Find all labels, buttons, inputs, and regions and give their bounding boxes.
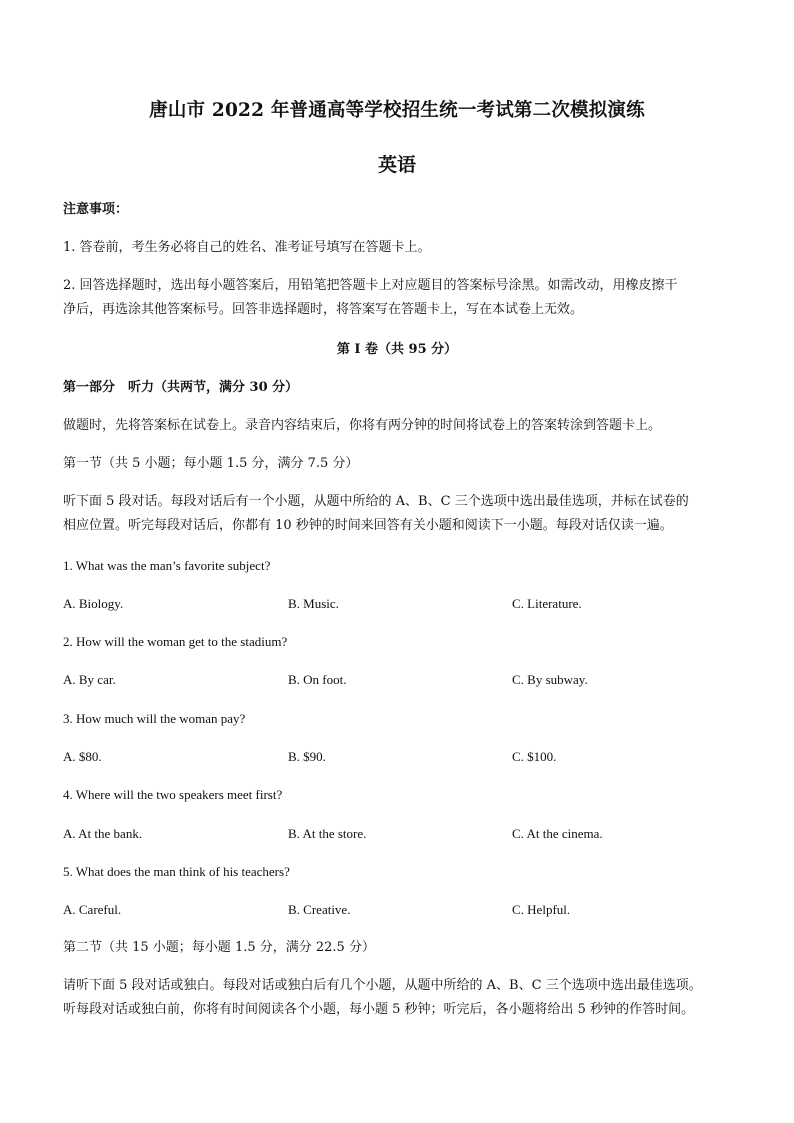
option-b: B. On foot.	[288, 672, 347, 687]
option-a: A. Biology.	[63, 596, 124, 611]
option-a: A. By car.	[63, 672, 116, 687]
part1-instruction: 做题时，先将答案标在试卷上。录音内容结束后，你将有两分钟的时间将试卷上的答案转涂到答题卡上。	[63, 418, 662, 433]
option-b: B. $90.	[288, 749, 326, 764]
section1-desc-line-2: 相应位置。听完每段对话后，你都有 10 秒钟的时间来回答有关小题和阅读下一小题。每段对话仅读一遍。	[63, 518, 673, 533]
option-c: C. At the cinema.	[512, 826, 603, 841]
volume-heading: 第 I 卷（共 95 分）	[336, 342, 458, 357]
question-stem: 1. What was the man’s favorite subject?	[63, 558, 271, 573]
notice-item-2-line-1: 2. 回答选择题时，选出每小题答案后，用铅笔把答题卡上对应题目的答案标号涂黑。如需改动，用橡皮擦干	[63, 278, 678, 293]
section2-desc-line-1: 请听下面 5 段对话或独白。每段对话或独白后有几个小题，从题中所给的 A、B、C 三个选项中选出最佳选项。	[63, 978, 702, 993]
section1-desc-line-1: 听下面 5 段对话。每段对话后有一个小题，从题中所给的 A、B、C 三个选项中选出最佳选项，并标在试卷的	[63, 494, 689, 509]
part1-heading: 第一部分 听力（共两节，满分 30 分）	[63, 380, 299, 395]
option-c: C. Literature.	[512, 596, 582, 611]
notice-heading: 注意事项：	[63, 202, 129, 217]
option-c: C. $100.	[512, 749, 557, 764]
option-b: B. Music.	[288, 596, 339, 611]
section1-heading: 第一节（共 5 小题；每小题 1.5 分，满分 7.5 分）	[63, 456, 359, 471]
option-c: C. By subway.	[512, 672, 588, 687]
question-stem: 5. What does the man think of his teachers?	[63, 864, 290, 879]
option-b: B. At the store.	[288, 826, 367, 841]
exam-title: 唐山市 2022 年普通高等学校招生统一考试第二次模拟演练	[149, 100, 645, 121]
option-b: B. Creative.	[288, 902, 351, 917]
notice-item-2-line-2: 净后，再选涂其他答案标号。回答非选择题时，将答案写在答题卡上，写在本试卷上无效。	[63, 302, 584, 317]
question-stem: 4. Where will the two speakers meet first?	[63, 787, 283, 802]
option-c: C. Helpful.	[512, 902, 571, 917]
question-stem: 2. How will the woman get to the stadium?	[63, 634, 288, 649]
option-a: A. At the bank.	[63, 826, 143, 841]
subject-title: 英语	[377, 154, 416, 176]
question-stem: 3. How much will the woman pay?	[63, 711, 246, 726]
option-a: A. $80.	[63, 749, 102, 764]
section2-heading: 第二节（共 15 小题；每小题 1.5 分，满分 22.5 分）	[63, 940, 375, 955]
notice-item-1: 1. 答卷前，考生务必将自己的姓名、准考证号填写在答题卡上。	[63, 240, 431, 255]
option-a: A. Careful.	[63, 902, 122, 917]
section2-desc-line-2: 听每段对话或独白前，你将有时间阅读各个小题，每小题 5 秒钟；听完后，各小题将给出 5 秒钟的作答时间。	[63, 1002, 695, 1017]
